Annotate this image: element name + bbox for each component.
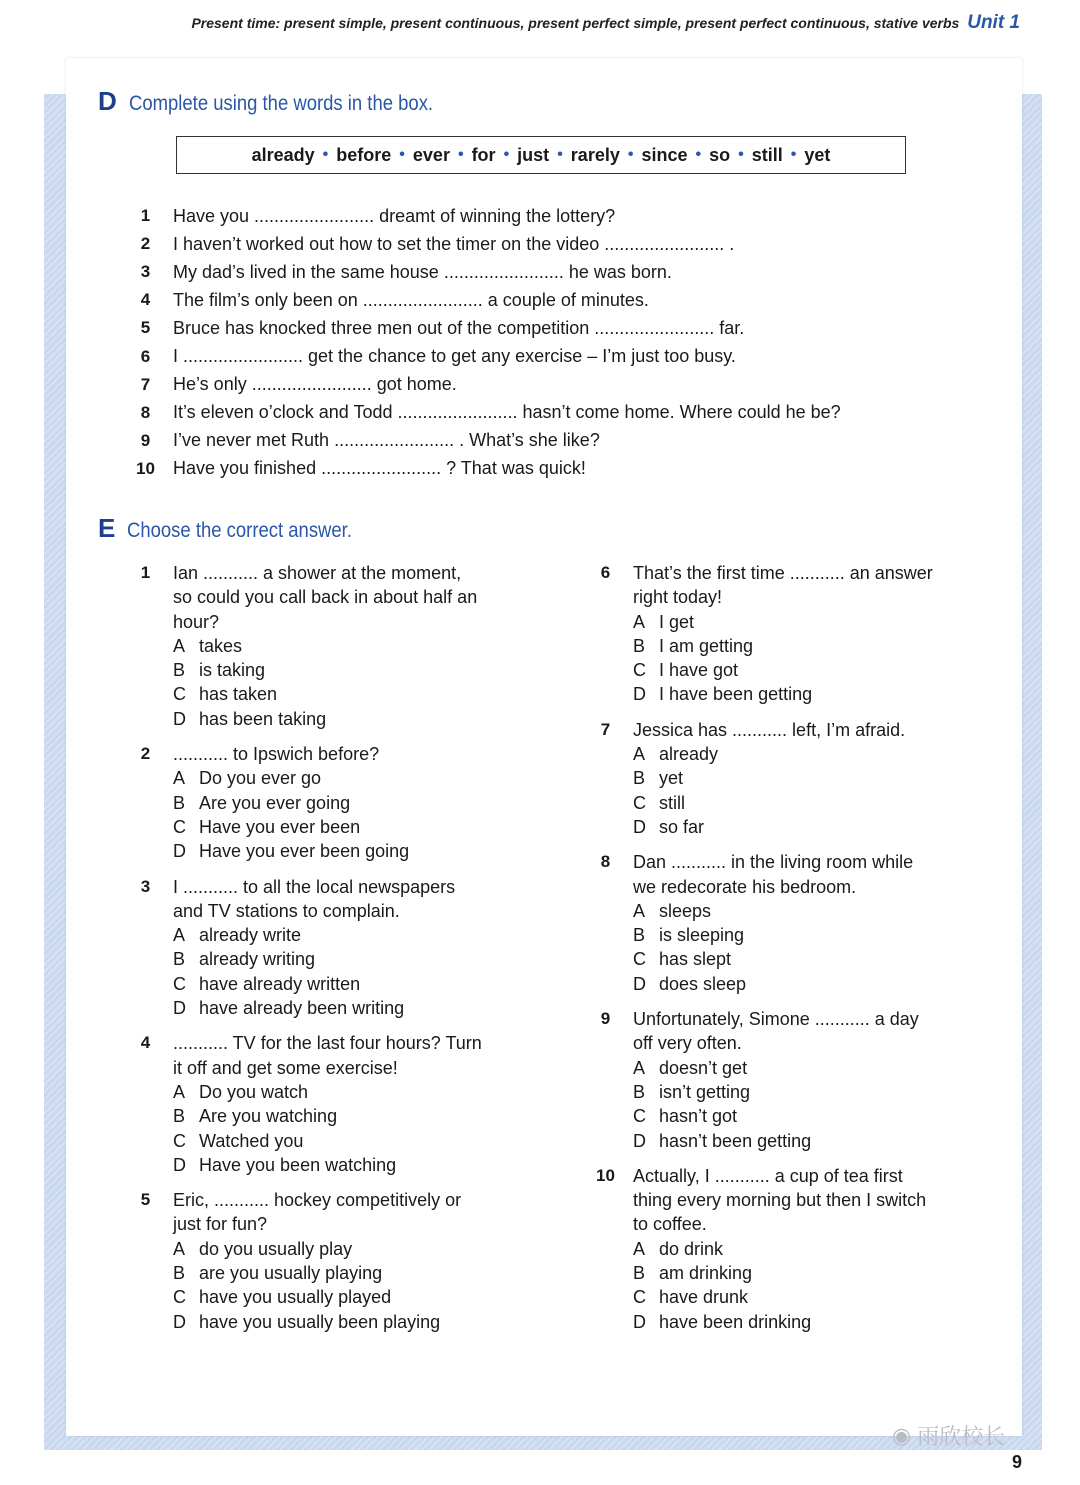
running-title: Present time: present simple, present continuous, present perfect simple, present perfect continuous, stative verbs [191, 15, 960, 31]
option-letter: D [633, 1311, 646, 1332]
answer-option [173, 923, 518, 947]
option-letter: D [173, 1311, 186, 1332]
option-letter: D [173, 1154, 186, 1175]
answer-option [633, 1237, 978, 1261]
option-letter: A [173, 1081, 186, 1102]
question-item [578, 850, 978, 996]
option-text: I get [659, 611, 695, 632]
word-box-word: ever [412, 144, 450, 165]
word-box-word: so [709, 144, 731, 165]
answer-option [633, 658, 978, 682]
option-text: is taking [199, 660, 266, 681]
option-letter: A [633, 744, 646, 765]
answer-option [633, 1104, 978, 1128]
question-item [578, 561, 978, 707]
item-sentence: The film’s only been on ........................ a couple of minutes. [173, 289, 649, 310]
answer-option [173, 1310, 518, 1334]
question-stem: Dan ........... in the living room while we redecorate his bedroom. [633, 852, 914, 897]
exercise-d-item [118, 230, 918, 258]
question-body [633, 850, 978, 996]
answer-option [173, 1104, 518, 1128]
watermark [892, 1420, 1005, 1451]
item-sentence: I’ve never met Ruth ........................ . What’s she like? [173, 430, 600, 451]
option-letter: A [173, 925, 186, 946]
option-text: takes [199, 635, 243, 656]
option-text: Have you ever been [199, 816, 361, 837]
option-text: hasn’t been getting [659, 1130, 812, 1151]
section-e-letter: E [98, 513, 116, 543]
question-number: 2 [140, 744, 151, 764]
answer-option [633, 1285, 978, 1309]
question-number: 1 [140, 563, 151, 582]
question-item [578, 718, 978, 839]
section-e-instruction: Choose the correct answer. [127, 519, 353, 542]
option-letter: B [633, 768, 646, 789]
word-box-word: before [336, 144, 392, 165]
option-text: so far [659, 816, 705, 837]
question-number: 3 [140, 876, 151, 896]
item-sentence: I haven’t worked out how to set the timer on the video ........................ . [173, 233, 735, 254]
option-letter: C [633, 792, 646, 813]
answer-option [633, 1080, 978, 1104]
answer-option [633, 791, 978, 815]
section-d-letter: D [98, 86, 117, 116]
exercise-d-item [118, 202, 918, 230]
option-letter: C [633, 660, 646, 681]
answer-option [173, 815, 518, 839]
section-d-list [118, 202, 918, 483]
option-letter: D [633, 1130, 646, 1151]
word-separator-dot: • [790, 146, 797, 163]
question-stem: Actually, I ........... a cup of tea first thing every morning but then I switch to coffee. [633, 1165, 927, 1235]
answer-option [633, 634, 978, 658]
option-letter: D [633, 973, 646, 994]
option-text: already [659, 744, 719, 765]
option-letter: D [173, 841, 186, 862]
answer-option [173, 707, 518, 731]
question-number: 4 [140, 1033, 151, 1053]
option-letter: A [633, 611, 646, 632]
option-letter: C [173, 816, 186, 837]
answer-option [633, 1261, 978, 1285]
option-text: is sleeping [659, 925, 745, 946]
exercise-d-item [118, 455, 918, 483]
word-box-word: still [751, 144, 783, 165]
option-letter: A [633, 1238, 646, 1259]
option-letter: B [173, 660, 186, 681]
question-item [118, 742, 518, 863]
item-sentence: Bruce has knocked three men out of the competition ........................ far. [173, 317, 745, 338]
word-box [176, 136, 906, 174]
option-letter: B [633, 925, 646, 946]
item-number: 9 [140, 430, 151, 450]
answer-option [633, 766, 978, 790]
option-text: hasn’t got [659, 1106, 738, 1127]
question-stem: Jessica has ........... left, I’m afraid. [633, 719, 906, 740]
question-stem: That’s the first time ........... an answer right today! [633, 563, 933, 608]
question-stem: Eric, ........... hockey competitively or just for fun? [173, 1190, 462, 1235]
option-text: Have you been watching [199, 1154, 397, 1175]
answer-option [633, 923, 978, 947]
word-separator-dot: • [738, 146, 744, 163]
option-letter: D [173, 998, 186, 1019]
question-body [173, 742, 518, 863]
answer-option [173, 1237, 518, 1261]
word-box-word: just [517, 144, 550, 165]
running-header [0, 12, 1020, 34]
option-letter: D [633, 816, 646, 837]
question-number: 8 [600, 852, 611, 872]
question-body [173, 875, 518, 1021]
option-letter: B [173, 792, 186, 813]
exercise-d-item [118, 258, 918, 286]
section-d-heading [98, 86, 474, 117]
item-number: 5 [140, 318, 151, 338]
option-letter: A [173, 768, 186, 789]
option-text: have already been writing [199, 998, 405, 1019]
option-letter: C [173, 1287, 186, 1308]
word-box-word: already [251, 144, 315, 165]
option-letter: B [173, 1263, 186, 1284]
exercise-d-item [118, 427, 918, 455]
section-e-heading [98, 513, 383, 544]
item-number: 10 [136, 458, 155, 478]
word-box-word: since [641, 144, 688, 165]
item-number: 3 [140, 262, 151, 282]
question-number: 7 [600, 719, 611, 739]
answer-option [173, 1129, 518, 1153]
item-number: 6 [140, 346, 151, 366]
question-body [633, 718, 978, 839]
answer-option [173, 1261, 518, 1285]
question-body [633, 1007, 978, 1153]
answer-option [633, 1129, 978, 1153]
option-text: Are you watching [199, 1106, 338, 1127]
item-sentence: Have you finished ........................ ? That was quick! [173, 458, 586, 479]
question-stem: ........... to Ipswich before? [173, 744, 380, 765]
question-item [578, 1007, 978, 1153]
page-number: 9 [1012, 1452, 1023, 1472]
answer-option [633, 610, 978, 634]
option-text: doesn’t get [659, 1057, 748, 1078]
option-text: have already written [199, 973, 361, 994]
option-letter: B [173, 1106, 186, 1127]
question-stem: Ian ........... a shower at the moment, so could you call back in about half an hour? [173, 563, 478, 632]
item-sentence: He’s only ........................ got home. [173, 374, 457, 395]
word-separator-dot: • [695, 146, 702, 163]
item-sentence: My dad’s lived in the same house ........................ he was born. [173, 261, 672, 282]
option-text: sleeps [659, 900, 712, 921]
section-e-right-column [578, 561, 978, 1345]
option-letter: C [173, 1130, 186, 1151]
question-number: 5 [140, 1190, 151, 1210]
answer-option [173, 658, 518, 682]
option-letter: C [173, 684, 186, 705]
question-number: 9 [600, 1009, 611, 1029]
word-separator-dot: • [557, 146, 563, 163]
answer-option [173, 1285, 518, 1309]
answer-option [633, 899, 978, 923]
answer-option [173, 972, 518, 996]
option-text: yet [659, 768, 684, 789]
question-body [633, 561, 978, 707]
exercise-d-item [118, 314, 918, 342]
exercise-d-item [118, 286, 918, 314]
option-text: I am getting [659, 635, 754, 656]
question-body [173, 1031, 518, 1177]
question-item [118, 1188, 518, 1334]
item-sentence: I ........................ get the chance to get any exercise – I’m just too busy. [173, 346, 736, 367]
option-letter: C [633, 949, 646, 970]
item-number: 8 [140, 402, 151, 422]
option-text: Do you ever go [199, 768, 322, 789]
word-box-word: rarely [570, 144, 620, 165]
word-box-word: yet [804, 144, 831, 165]
option-text: have drunk [659, 1287, 749, 1308]
answer-option [173, 839, 518, 863]
word-separator-dot: • [627, 146, 634, 163]
option-text: does sleep [659, 973, 747, 994]
question-stem: I ........... to all the local newspapers and TV stations to complain. [173, 876, 456, 921]
section-e-left-column [118, 561, 518, 1345]
exercise-d-item [118, 399, 918, 427]
answer-option [173, 1080, 518, 1104]
option-text: am drinking [659, 1263, 753, 1284]
word-separator-dot: • [457, 146, 464, 163]
word-separator-dot: • [399, 146, 405, 163]
word-separator-dot: • [322, 146, 329, 163]
answer-option [173, 996, 518, 1020]
word-separator-dot: • [503, 146, 510, 163]
question-item [578, 1164, 978, 1334]
answer-option [173, 791, 518, 815]
answer-option [633, 742, 978, 766]
answer-option [633, 682, 978, 706]
answer-option [633, 1056, 978, 1080]
option-text: I have been getting [659, 684, 813, 705]
item-number: 1 [140, 206, 151, 226]
answer-option [633, 947, 978, 971]
question-item [118, 1031, 518, 1177]
option-letter: A [173, 1238, 186, 1259]
answer-option [633, 1310, 978, 1334]
option-text: Have you ever been going [199, 841, 410, 862]
option-text: do drink [659, 1238, 724, 1259]
item-number: 4 [140, 290, 151, 310]
question-item [118, 561, 518, 731]
question-number: 10 [596, 1165, 615, 1185]
answer-option [173, 766, 518, 790]
item-sentence: It’s eleven o’clock and Todd ........................ hasn’t come home. Where could he be? [173, 402, 841, 423]
option-text: have you usually played [199, 1287, 392, 1308]
option-text: have you usually been playing [199, 1311, 441, 1332]
option-text: have been drinking [659, 1311, 812, 1332]
option-letter: C [633, 1106, 646, 1127]
answer-option [173, 634, 518, 658]
word-box-word: for [471, 144, 496, 165]
answer-option [633, 972, 978, 996]
option-text: are you usually playing [199, 1263, 383, 1284]
answer-option [173, 947, 518, 971]
option-letter: B [633, 1081, 646, 1102]
unit-label: Unit 1 [967, 12, 1020, 33]
option-text: has been taking [199, 708, 327, 729]
option-letter: C [633, 1287, 646, 1308]
option-letter: C [173, 973, 186, 994]
question-stem: ........... TV for the last four hours? Turn it off and get some exercise! [173, 1033, 482, 1078]
answer-option [173, 1153, 518, 1177]
option-text: do you usually play [199, 1238, 353, 1259]
watermark-text: 雨欣校长 [917, 1424, 1006, 1449]
question-body [173, 561, 518, 731]
option-letter: D [633, 684, 646, 705]
question-body [633, 1164, 978, 1334]
question-number: 6 [600, 563, 611, 582]
item-number: 2 [140, 234, 151, 254]
option-text: Are you ever going [199, 792, 351, 813]
option-text: I have got [659, 660, 739, 681]
wechat-icon: ◉ [892, 1422, 912, 1448]
answer-option [173, 682, 518, 706]
option-text: Do you watch [199, 1081, 309, 1102]
option-text: already write [199, 925, 302, 946]
option-text: has slept [659, 949, 732, 970]
exercise-d-item [118, 371, 918, 399]
option-letter: A [633, 900, 646, 921]
question-body [173, 1188, 518, 1334]
option-letter: A [173, 635, 186, 656]
item-sentence: Have you ........................ dreamt of winning the lottery? [173, 205, 616, 226]
option-text: already writing [199, 949, 316, 970]
question-item [118, 875, 518, 1021]
option-letter: A [633, 1057, 646, 1078]
option-letter: B [633, 1263, 646, 1284]
option-text: has taken [199, 684, 278, 705]
option-letter: B [173, 949, 186, 970]
option-text: still [659, 792, 685, 813]
option-text: Watched you [199, 1130, 304, 1151]
option-text: isn’t getting [659, 1081, 751, 1102]
answer-option [633, 815, 978, 839]
item-number: 7 [140, 374, 151, 394]
question-stem: Unfortunately, Simone ........... a day off very often. [633, 1009, 919, 1054]
section-d-instruction: Complete using the words in the box. [128, 92, 433, 115]
option-letter: D [173, 708, 186, 729]
option-letter: B [633, 635, 646, 656]
exercise-d-item [118, 342, 918, 370]
